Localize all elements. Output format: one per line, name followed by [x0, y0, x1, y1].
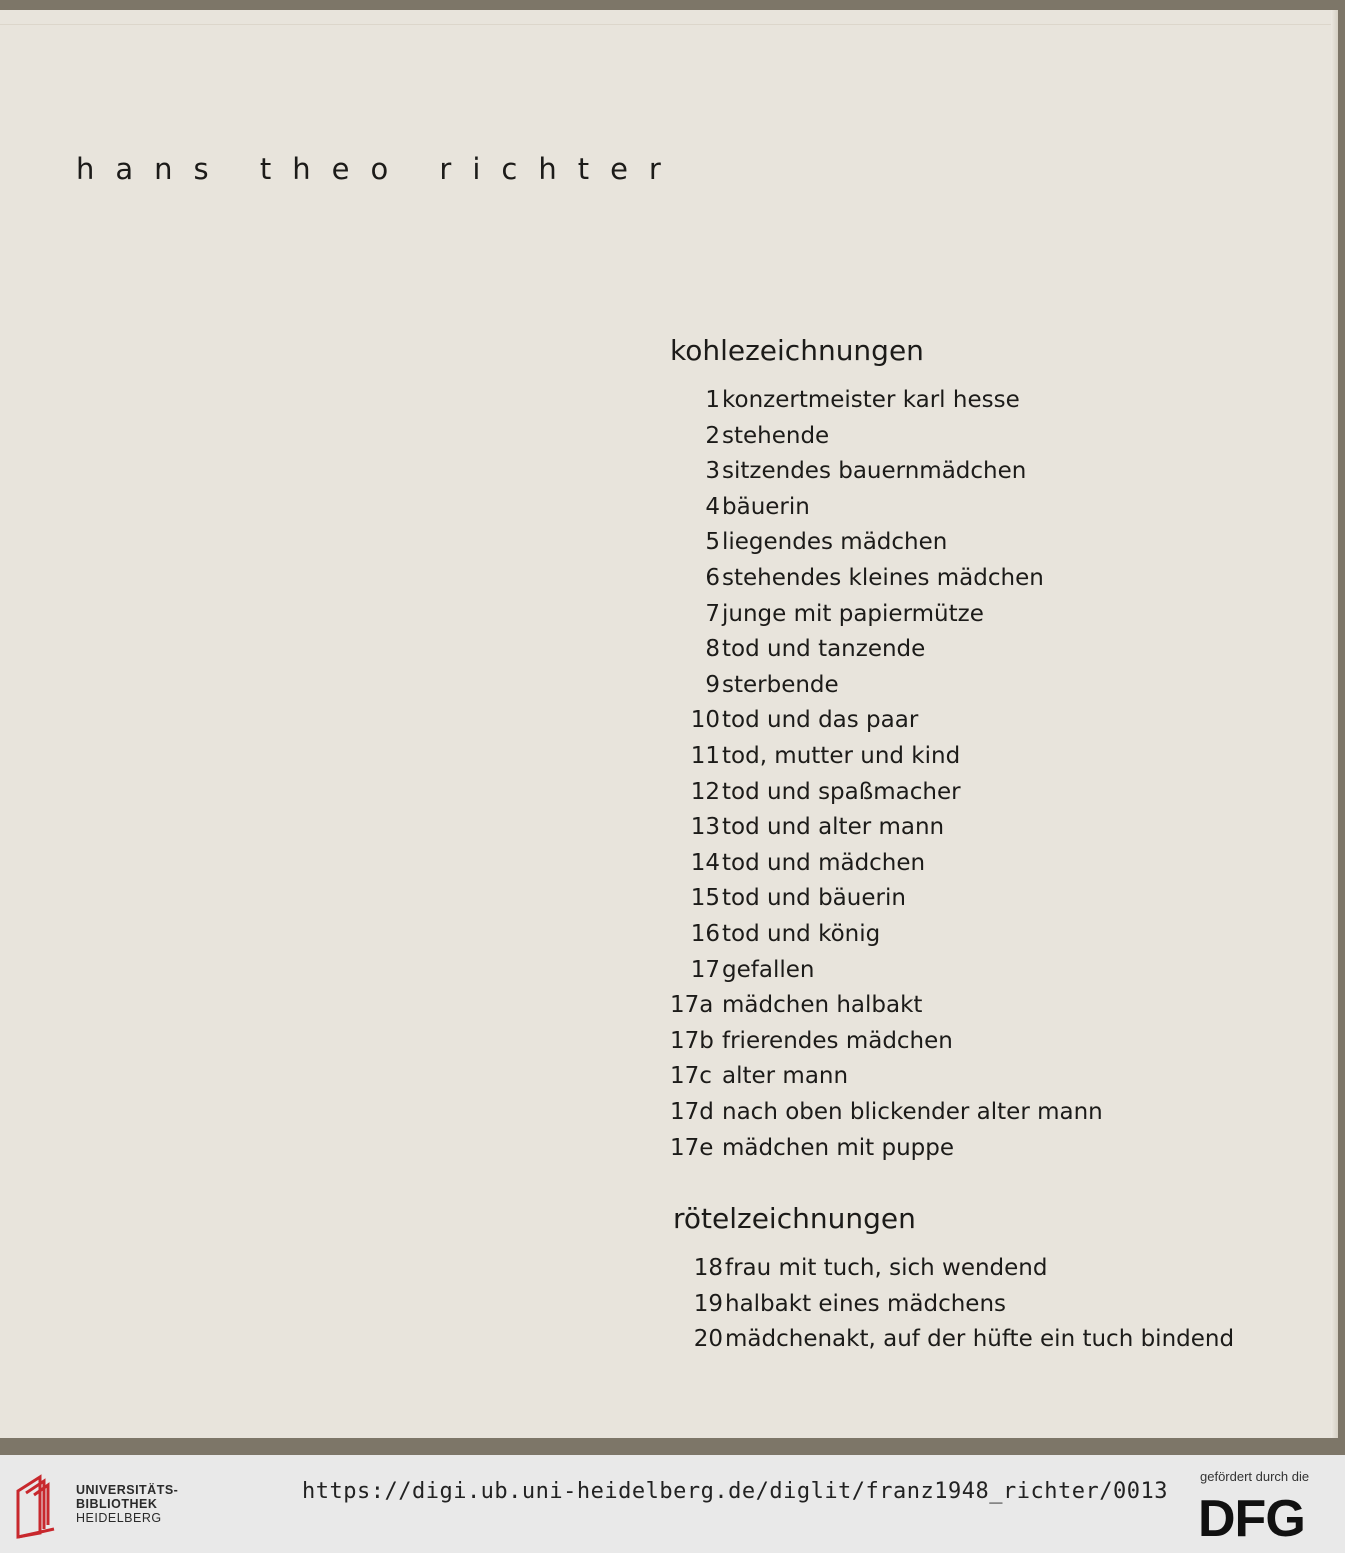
- item-title: mädchen mit puppe: [722, 1134, 955, 1161]
- item-number: 17d: [670, 1099, 714, 1125]
- dfg-logo: DFG: [1198, 1490, 1305, 1548]
- item-number: 17c: [670, 1063, 712, 1090]
- item-title: bäuerin: [722, 493, 810, 520]
- item-number: 5: [705, 529, 720, 556]
- item-number: 9: [705, 671, 720, 698]
- item-title: tod und mädchen: [722, 849, 926, 876]
- list-item: [673, 1326, 1234, 1360]
- list-item: [670, 850, 925, 884]
- library-name-line: UNIVERSITÄTS-: [76, 1483, 179, 1497]
- item-title: nach oben blickender alter mann: [722, 1099, 1103, 1125]
- item-title: stehendes kleines mädchen: [722, 565, 1044, 591]
- item-title: tod, mutter und kind: [722, 743, 961, 769]
- library-name: [76, 1483, 178, 1525]
- item-number: 20: [693, 1326, 723, 1352]
- item-number: 6: [705, 565, 720, 591]
- item-number: 13: [690, 814, 720, 841]
- footer-bar: [0, 1455, 1345, 1553]
- item-number: 16: [690, 921, 720, 947]
- item-number: 19: [693, 1290, 723, 1317]
- item-number: 1: [705, 387, 720, 413]
- list-item: [670, 529, 947, 563]
- item-number: 11: [690, 743, 720, 769]
- item-number: 10: [690, 707, 720, 734]
- item-number: 12: [690, 778, 720, 805]
- list-item: [670, 494, 810, 528]
- item-title: sterbende: [722, 671, 839, 698]
- item-number: 3: [705, 458, 720, 485]
- list-item: [670, 957, 814, 991]
- list-item: [670, 707, 918, 741]
- item-title: gefallen: [722, 956, 815, 983]
- item-number: 18: [693, 1255, 723, 1281]
- item-number: 4: [705, 493, 720, 520]
- page-top-rule: [0, 24, 1337, 25]
- item-title: stehende: [722, 422, 830, 449]
- scanned-page: [0, 10, 1338, 1438]
- list-item: [670, 779, 961, 813]
- list-item: [673, 1291, 1006, 1325]
- item-title: frierendes mädchen: [722, 1027, 953, 1054]
- item-title: junge mit papiermütze: [722, 600, 984, 627]
- list-item: [670, 387, 1020, 421]
- item-title: tod und alter mann: [722, 814, 945, 841]
- list-item: [670, 1135, 954, 1169]
- item-number: 7: [705, 600, 720, 627]
- artist-name-heading: hans theo richter: [76, 152, 682, 186]
- library-name-line: HEIDELBERG: [76, 1511, 162, 1525]
- item-number: 14: [690, 849, 720, 876]
- item-title: mädchen halbakt: [722, 992, 923, 1019]
- item-title: sitzendes bauernmädchen: [722, 458, 1027, 485]
- item-title: konzertmeister karl hesse: [722, 387, 1020, 413]
- list-item: [670, 565, 1044, 599]
- item-title: tod und bäuerin: [722, 885, 906, 912]
- list-item: [670, 672, 839, 706]
- item-title: tod und tanzende: [722, 636, 926, 663]
- item-number: 17e: [670, 1134, 714, 1161]
- item-number: 15: [690, 885, 720, 912]
- university-library-logo-icon: [14, 1471, 66, 1541]
- funding-note: gefördert durch die: [1200, 1469, 1310, 1484]
- item-title: frau mit tuch, sich wendend: [725, 1255, 1048, 1281]
- list-item: [670, 1099, 1103, 1133]
- item-title: tod und könig: [722, 921, 881, 947]
- item-title: mädchenakt, auf der hüfte ein tuch bindend: [725, 1326, 1235, 1352]
- item-number: 2: [705, 422, 720, 449]
- list-item: [670, 814, 944, 848]
- item-number: 17a: [670, 992, 714, 1019]
- item-number: 8: [705, 636, 720, 663]
- list-item: [670, 1028, 953, 1062]
- item-title: tod und das paar: [722, 707, 919, 734]
- section-title: rötelzeichnungen: [673, 1202, 916, 1235]
- list-item: [670, 636, 925, 670]
- item-title: liegendes mädchen: [722, 529, 948, 556]
- item-title: tod und spaßmacher: [722, 778, 961, 805]
- library-name-line: BIBLIOTHEK: [76, 1497, 158, 1511]
- list-item: [670, 423, 829, 457]
- item-number: 17b: [670, 1027, 714, 1054]
- list-item: [670, 601, 984, 635]
- list-item: [670, 921, 880, 955]
- list-item: [670, 992, 922, 1026]
- item-title: alter mann: [722, 1063, 849, 1090]
- page-edge: [1331, 10, 1337, 1438]
- section-title: kohlezeichnungen: [670, 334, 924, 367]
- list-item: [673, 1255, 1047, 1289]
- list-item: [670, 458, 1026, 492]
- list-item: [670, 743, 960, 777]
- list-item: [670, 885, 906, 919]
- list-item: [670, 1063, 848, 1097]
- permalink-url[interactable]: https://digi.ub.uni-heidelberg.de/diglit/franz1948_richter/0013: [302, 1479, 1168, 1504]
- item-number: 17: [690, 956, 720, 983]
- item-title: halbakt eines mädchens: [725, 1290, 1006, 1317]
